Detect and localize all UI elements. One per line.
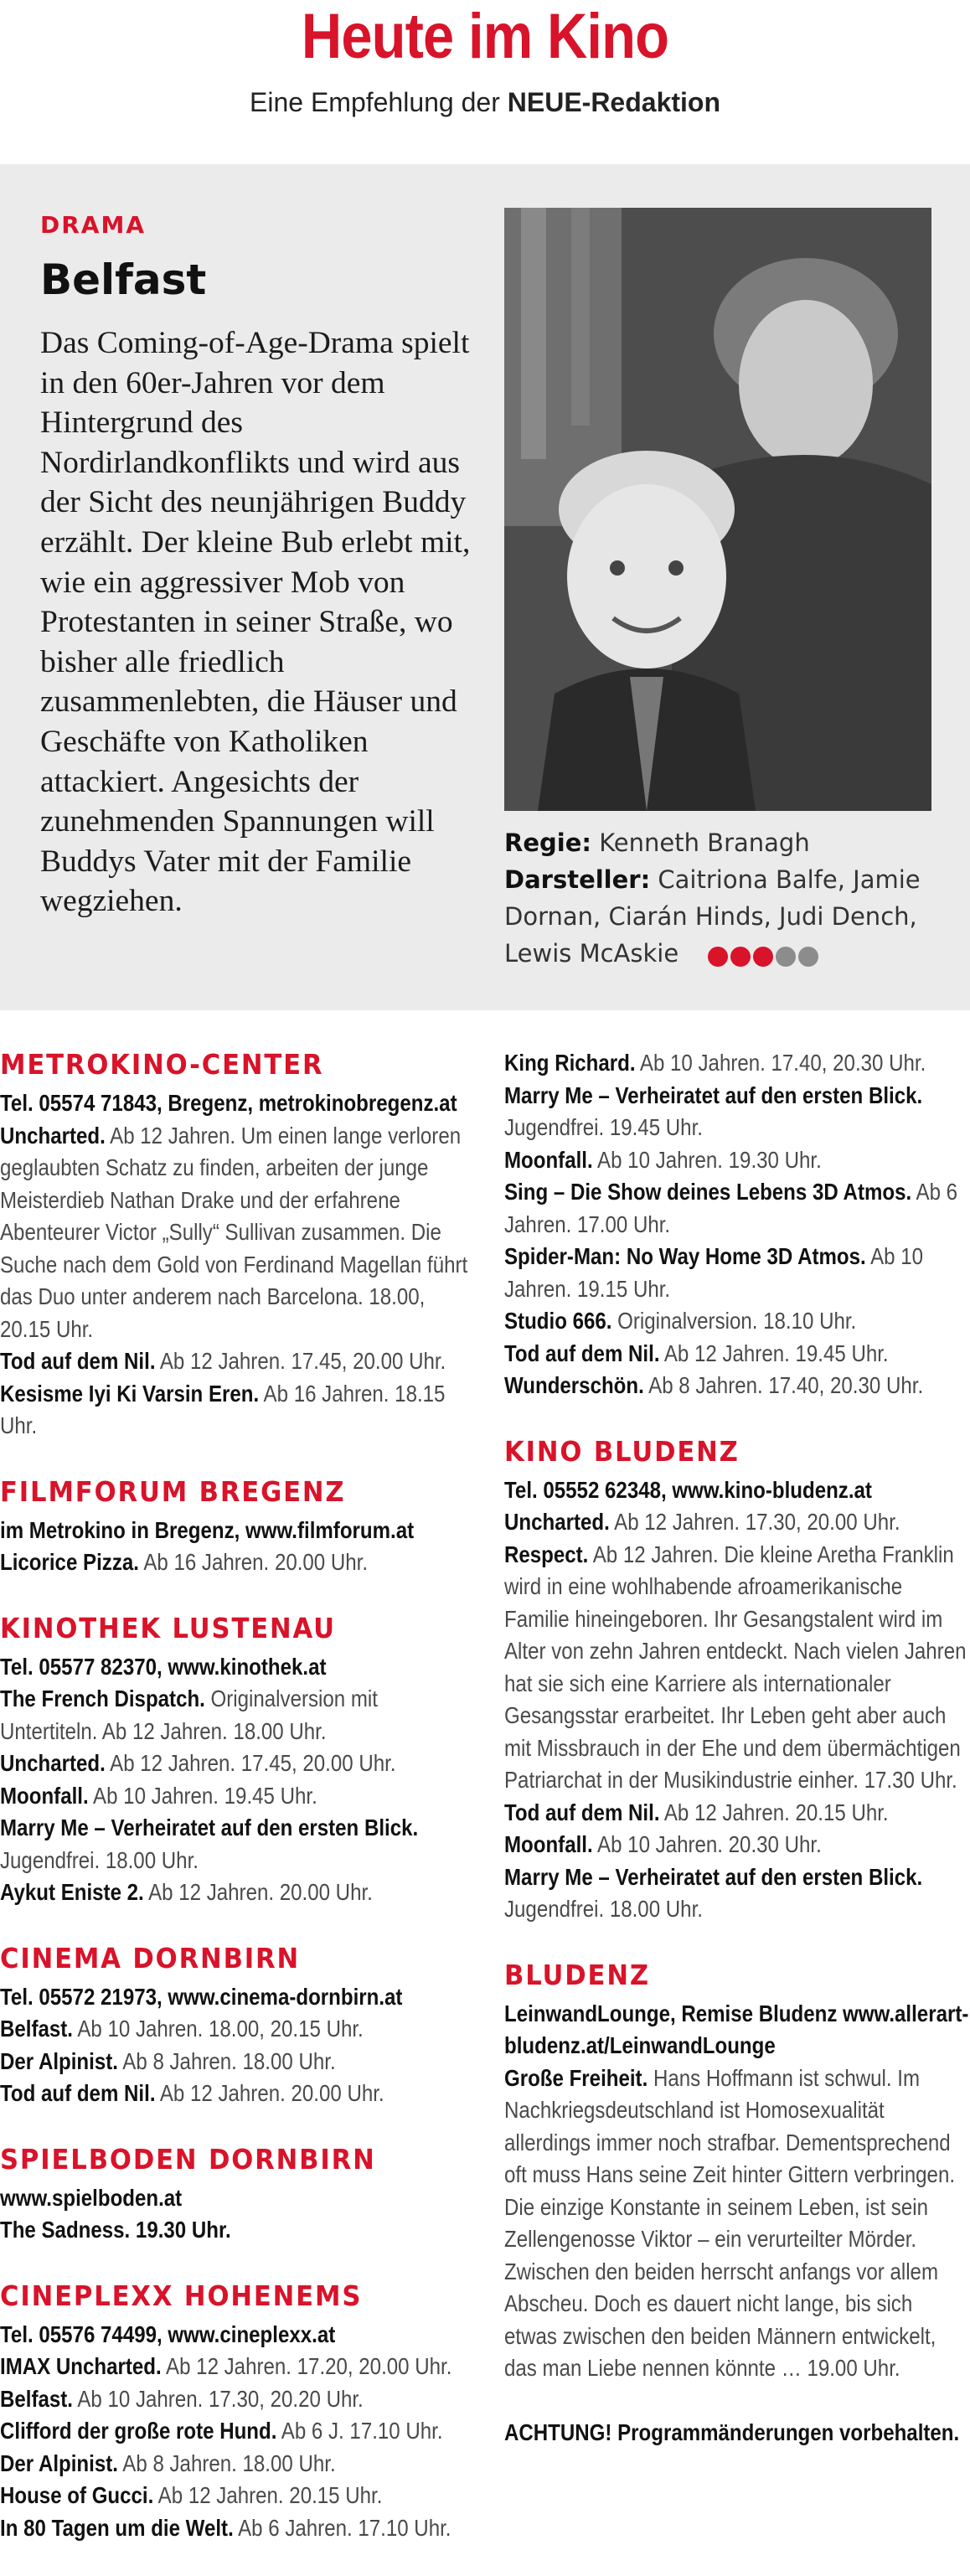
- screening-entry: [0, 1812, 476, 1877]
- film-title: Moonfall.: [504, 1831, 593, 1857]
- cinema-name: KINOTHEK LUSTENAU: [0, 1611, 336, 1644]
- screening-entry: [504, 1080, 970, 1144]
- screening-entry: [0, 1120, 476, 1346]
- director-line: [504, 824, 940, 861]
- screening-entry: [504, 1861, 970, 1926]
- cinema-name: CINEPLEXX HOHENEMS: [0, 2279, 363, 2312]
- film-title: Belfast.: [0, 2385, 73, 2412]
- screening-entry: [504, 1539, 970, 1797]
- film-details: Ab 12 Jahren. Die kleine Aretha Franklin wird in eine wohlhabende afroamerikanische Familie hineingeboren. Ihr Gesangstalent wird im Alter von zehn Jahren entdeckt. Nach vielen Jahren hat sie sich eine Karriere als internationaler Gesangsstar erarbeitet. Ihr Leben geht aber auch mit Missbrauch in der Ehe und dem übermächtigen Patriarchat in der Musikindustrie einher. 17.30 Uhr.: [504, 1541, 967, 1793]
- cinema-contact: Tel. 05572 21973, www.cinema-dornbirn.at: [0, 1983, 403, 2010]
- screening-entry: [0, 2013, 476, 2046]
- film-title: House of Gucci.: [0, 2482, 154, 2508]
- screening-entry: [0, 2383, 476, 2416]
- film-details: Hans Hoffmann ist schwul. Im Nachkriegsdeutschland ist Homosexualität allerdings immer noch strafbar. Dementsprechend oft muss Hans seine Zeit hinter Gittern verbringen. Die einzige Konstante in seinem Leben, ist sein Zellengenosse Viktor – ein verurteilter Mörder. Zwischen den beiden herrscht anfangs vor allem Abscheu. Doch es dauert nicht lange, bis sich etwas zwischen den beiden Männern entwickelt, das man Liebe nennen könnte … 19.00 Uhr.: [504, 2064, 956, 2381]
- screening-entry: [504, 1829, 970, 1861]
- film-details: Ab 10 Jahren. 20.30 Uhr.: [597, 1831, 822, 1857]
- screening-entry: [0, 2078, 476, 2110]
- left-column-content: [0, 1047, 476, 2544]
- film-still-illustration: [504, 208, 931, 811]
- film-title: Der Alpinist.: [0, 2047, 118, 2074]
- film-details: Ab 12 Jahren. 17.20, 20.00 Uhr.: [166, 2353, 452, 2379]
- film-details: Jugendfrei. 18.00 Uhr.: [504, 1896, 703, 1922]
- film-title: Studio 666.: [504, 1308, 612, 1334]
- film-title: Uncharted.: [0, 1122, 106, 1149]
- cinema-name: METROKINO-CENTER: [0, 1048, 324, 1081]
- screening-entry: [0, 1780, 476, 1813]
- cinema-block: [0, 1611, 476, 1909]
- film-details: Ab 12 Jahren. Um einen lange verloren geglaubten Schatz zu finden, arbeiten der junge Meisterdieb Nathan Drake und der erfahrene Abenteurer Victor „Sully“ Sullivan zusammen. Die Suche nach dem Gold von Ferdinand Magellan führt das Duo unter anderem nach Barcelona. 18.00, 20.15 Uhr.: [0, 1122, 468, 1342]
- listings-left-column: [0, 1047, 474, 2576]
- cinema-block: [0, 1941, 476, 2110]
- cast-label: Darsteller:: [504, 865, 651, 894]
- screening-entry: [0, 1378, 476, 1443]
- film-title: Marry Me – Verheiratet auf den ersten Blick.: [504, 1082, 923, 1108]
- film-title: Licorice Pizza.: [0, 1549, 139, 1575]
- rating-dot-filled: [730, 947, 751, 967]
- cinema-block: [504, 1958, 970, 2385]
- cinema-block: [504, 1434, 970, 1926]
- screening-entry: [0, 2046, 476, 2078]
- screening-entry: [0, 1546, 476, 1579]
- film-details: Ab 10 Jahren. 19.15 Uhr.: [504, 1243, 923, 1302]
- film-title: Uncharted.: [504, 1509, 610, 1535]
- film-details: Ab 12 Jahren. 20.15 Uhr.: [663, 1799, 889, 1825]
- film-title: Moonfall.: [0, 1782, 89, 1809]
- film-title: King Richard.: [504, 1050, 636, 1076]
- cinema-contact: Tel. 05574 71843, Bregenz, metrokinobregenz.at: [0, 1090, 457, 1116]
- film-title: IMAX Uncharted.: [0, 2353, 162, 2379]
- film-details: Originalversion. 18.10 Uhr.: [617, 1308, 857, 1334]
- subtitle-prefix: Eine Empfehlung der: [250, 87, 500, 117]
- cinema-name: FILMFORUM BREGENZ: [0, 1474, 346, 1508]
- rating-dot-filled: [753, 947, 773, 967]
- cinema-block: [0, 1474, 476, 1579]
- screening-entry: [0, 2351, 476, 2383]
- film-details: Ab 12 Jahren. 17.45, 20.00 Uhr.: [110, 1750, 396, 1776]
- screening-entry: [0, 1747, 476, 1780]
- screening-entry: [0, 2512, 476, 2545]
- film-title: The French Dispatch.: [0, 1685, 205, 1711]
- film-details: Ab 16 Jahren. 18.15 Uhr.: [0, 1380, 446, 1438]
- cinema-block: [0, 2142, 476, 2247]
- film-details: Originalversion mit Untertiteln. Ab 12 Jahren. 18.00 Uhr.: [0, 1685, 378, 1744]
- cinema-contact: Tel. 05576 74499, www.cineplexx.at: [0, 2320, 336, 2347]
- film-title: Moonfall.: [504, 1146, 593, 1173]
- feature-genre: DRAMA: [40, 211, 147, 239]
- director-name: Kenneth Branagh: [599, 829, 810, 857]
- film-details: Ab 12 Jahren. 17.30, 20.00 Uhr.: [614, 1509, 900, 1535]
- cast-names: Caitriona Balfe, Jamie Dornan, Ciarán Hinds, Judi Dench, Lewis McAskie: [504, 865, 921, 968]
- film-details: Ab 12 Jahren. 20.15 Uhr.: [157, 2482, 383, 2508]
- film-details: Ab 6 Jahren. 17.10 Uhr.: [238, 2514, 451, 2541]
- screening-entry: [0, 2214, 476, 2247]
- film-title: Kesisme Iyi Ki Varsin Eren.: [0, 1380, 260, 1407]
- film-details: Ab 16 Jahren. 20.00 Uhr.: [143, 1549, 369, 1575]
- screening-entry: [504, 1176, 970, 1241]
- film-title: Sing – Die Show deines Lebens 3D Atmos.: [504, 1179, 912, 1205]
- screening-entry: [0, 1345, 476, 1378]
- film-title: Respect.: [504, 1541, 589, 1567]
- film-details: Ab 6 J. 17.10 Uhr.: [281, 2418, 443, 2444]
- screening-entry: [0, 1877, 476, 1909]
- cinema-name: CINEMA DORNBIRN: [0, 1941, 301, 1975]
- screening-entry: [0, 2480, 476, 2512]
- film-title: Tod auf dem Nil.: [504, 1799, 660, 1825]
- cinema-name: BLUDENZ: [504, 1958, 650, 1991]
- screening-entry: [504, 1047, 970, 1080]
- right-column-content: [504, 1047, 970, 2449]
- cinema-name: SPIELBODEN DORNBIRN: [0, 2142, 376, 2176]
- film-details: Ab 12 Jahren. 19.45 Uhr.: [663, 1340, 889, 1366]
- film-details: Ab 10 Jahren. 19.45 Uhr.: [93, 1782, 317, 1809]
- screening-entry: [0, 2448, 476, 2480]
- film-title: Marry Me – Verheiratet auf den ersten Blick.: [0, 1815, 419, 1840]
- film-title: Große Freiheit.: [504, 2064, 648, 2091]
- film-title: Uncharted.: [0, 1750, 106, 1776]
- screening-entry: [0, 1683, 476, 1747]
- rating-dot-empty: [798, 947, 818, 967]
- film-title: Marry Me – Verheiratet auf den ersten Blick.: [504, 1863, 923, 1890]
- screening-entry: [504, 1338, 970, 1371]
- film-details: Ab 12 Jahren. 17.45, 20.00 Uhr.: [159, 1348, 446, 1374]
- film-title: Spider-Man: No Way Home 3D Atmos.: [504, 1243, 866, 1269]
- film-title: Belfast.: [0, 2016, 73, 2042]
- film-title: Wunderschön.: [504, 1372, 644, 1398]
- film-details: Ab 10 Jahren. 18.00, 20.15 Uhr.: [77, 2016, 364, 2042]
- page-header: [0, 0, 970, 164]
- film-title: Clifford der große rote Hund.: [0, 2418, 277, 2444]
- rating-dots: [708, 937, 821, 973]
- featured-film: [0, 164, 970, 1010]
- rating-dot-empty: [776, 947, 796, 967]
- film-details: Ab 12 Jahren. 20.00 Uhr.: [159, 2080, 384, 2106]
- cinema-block: [504, 1047, 970, 1402]
- feature-title: Belfast: [40, 256, 207, 304]
- film-details: Ab 8 Jahren. 18.00 Uhr.: [122, 2450, 336, 2476]
- film-title: Tod auf dem Nil.: [504, 1340, 660, 1366]
- film-details: Jugendfrei. 19.45 Uhr.: [504, 1114, 703, 1140]
- screening-entry: [504, 1797, 970, 1830]
- rating-dot-filled: [708, 947, 728, 967]
- screening-entry: [504, 1506, 970, 1539]
- film-title: The Sadness. 19.30 Uhr.: [0, 2217, 231, 2243]
- screening-entry: [504, 1241, 970, 1305]
- screening-entry: [0, 2415, 476, 2448]
- director-label: Regie:: [504, 829, 591, 857]
- cinema-contact: Tel. 05577 82370, www.kinothek.at: [0, 1653, 327, 1680]
- page-subtitle: [0, 85, 970, 119]
- film-details: Ab 10 Jahren. 17.40, 20.30 Uhr.: [639, 1050, 926, 1076]
- film-still-photo: [504, 208, 931, 811]
- page-title: Heute im Kino: [301, 1, 669, 72]
- feature-credits: [504, 824, 940, 973]
- feature-description: Das Coming-of-Age-Drama spielt in den 60er-Jahren vor dem Hintergrund des Nordirlandkonflikts und wird aus der Sicht des neunjährigen Buddy erzählt. Der kleine Bub erlebt mit, wie ein aggressiver Mob von Protestanten in seiner Straße, wo bisher alle friedlich zusammenlebten, die Häuser und Geschäfte von Katholiken attackiert. Angesichts der zunehmenden Spannungen will Buddys Vater mit der Familie wegziehen.: [40, 326, 471, 919]
- film-title: Aykut Eniste 2.: [0, 1879, 144, 1905]
- film-title: Der Alpinist.: [0, 2450, 118, 2476]
- screening-entry: [504, 1144, 970, 1177]
- screening-entry: [504, 1370, 970, 1402]
- cast-line: [504, 861, 940, 973]
- cinema-contact: im Metrokino in Bregenz, www.filmforum.at: [0, 1516, 415, 1543]
- film-details: Ab 8 Jahren. 17.40, 20.30 Uhr.: [648, 1372, 924, 1398]
- film-details: Ab 10 Jahren. 19.30 Uhr.: [597, 1146, 822, 1173]
- cinema-contact: LeinwandLounge, Remise Bludenz www.allerart-bludenz.at/LeinwandLounge: [504, 2000, 969, 2058]
- cinema-contact: www.spielboden.at: [0, 2184, 183, 2211]
- listings-right-column: [504, 1047, 970, 2449]
- film-details: Ab 6 Jahren. 17.00 Uhr.: [504, 1179, 958, 1237]
- program-change-notice: ACHTUNG! Programmänderungen vorbehalten.: [504, 2419, 960, 2445]
- film-details: Jugendfrei. 18.00 Uhr.: [0, 1846, 199, 1873]
- film-title: In 80 Tagen um die Welt.: [0, 2514, 234, 2541]
- film-title: Tod auf dem Nil.: [0, 2080, 156, 2106]
- film-title: Tod auf dem Nil.: [0, 1348, 156, 1374]
- cinema-name: KINO BLUDENZ: [504, 1434, 740, 1468]
- cinema-contact: Tel. 05552 62348, www.kino-bludenz.at: [504, 1476, 872, 1503]
- screening-entry: [504, 1305, 970, 1338]
- film-details: Ab 12 Jahren. 20.00 Uhr.: [148, 1879, 373, 1905]
- cinema-block: [0, 2279, 476, 2545]
- screening-entry: [504, 2062, 970, 2385]
- film-details: Ab 8 Jahren. 18.00 Uhr.: [122, 2047, 336, 2074]
- film-details: Ab 10 Jahren. 17.30, 20.20 Uhr.: [77, 2385, 364, 2412]
- subtitle-editorial: NEUE-Redaktion: [507, 87, 720, 117]
- cinema-block: [0, 1047, 476, 1443]
